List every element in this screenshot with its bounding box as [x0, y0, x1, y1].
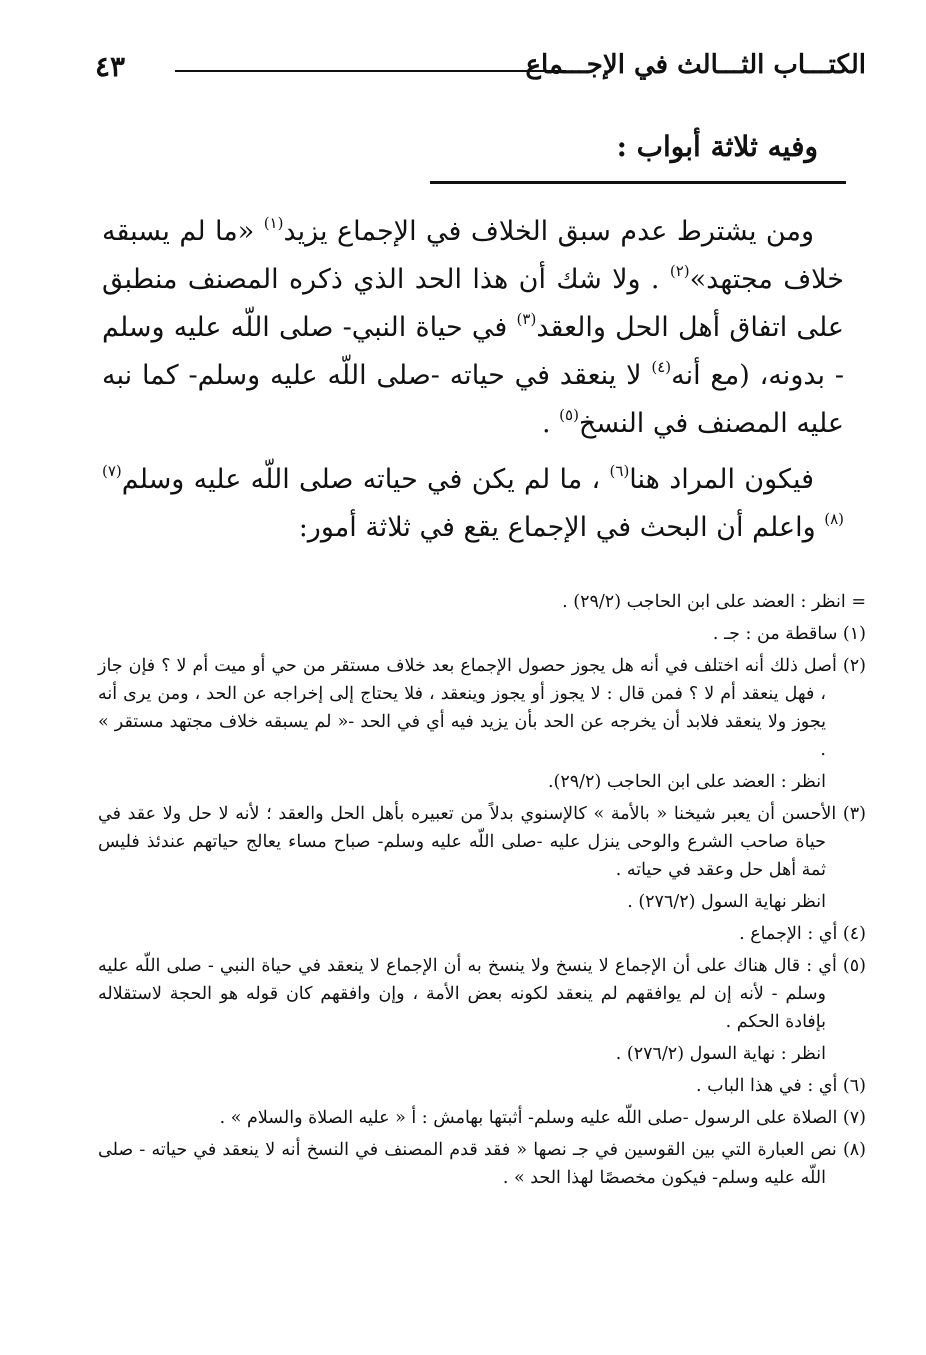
text-run: في حياة النبي- صلى اللّه عليه وسلم - بدونه، (مع أنه [102, 312, 844, 391]
footnote-marker-5[interactable]: (٥) [559, 406, 579, 424]
text-run: فيكون المراد هنا [629, 464, 814, 495]
text-run: لا ينعقد في حياته -صلى اللّه عليه وسلم- كما نبه عليه المصنف في النسخ [102, 360, 844, 439]
footnote-7: (٧) الصلاة على الرسول -صلى اللّه عليه وسلم- أثبتها بهامش : أ « عليه الصلاة والسلام » . [219, 1108, 866, 1128]
footnote-3: (٣) الأحسن أن يعبر شيخنا « بالأمة » كالإسنوي بدلاً من تعبيره بأهل الحل والعقد ؛ لأنه لا حل ولا عقد في حياة صاحب الشرع والوحى ينزل عليه -صلى اللّه عليه وسلم- صباح مساء يعالج حياتهم عندئذ فليس ثمة أهل حل وعقد في حياته . [98, 804, 866, 880]
footnote-marker-1[interactable]: (١) [263, 214, 284, 232]
page-number: ٤٣ [95, 50, 126, 83]
footnotes [98, 588, 866, 1196]
text-run: «ما لم يسبقه خلاف مجتهد» [102, 216, 844, 295]
text-run: واعلم أن البحث في الإجماع يقع في ثلاثة أمور: [298, 512, 825, 543]
footnote-marker-4[interactable]: (٤) [651, 358, 672, 376]
footnote-marker-3[interactable]: (٣) [516, 310, 537, 328]
footnote-1: (١) ساقطة من : جـ . [712, 624, 866, 644]
footnote-5-reference: انظر : نهاية السول (٢٧٦/٢) . [615, 1044, 826, 1064]
footnote-6: (٦) أي : في هذا الباب . [696, 1076, 866, 1096]
header-rule [175, 70, 566, 72]
running-title: الكتـــاب الثـــالث في الإجـــماع [525, 50, 866, 80]
footnote-4: (٤) أي : الإجماع . [739, 924, 866, 944]
footnote-3-reference: انظر نهاية السول (٢٧٦/٢) . [627, 892, 826, 912]
footnote-marker-2[interactable]: (٢) [669, 262, 690, 280]
footnote-5: (٥) أي : قال هناك على أن الإجماع لا ينسخ ولا ينسخ به أن الإجماع لا ينعقد في حياة النبي - صلى اللّه عليه وسلم - لأنه إن لم يوافقهم لم ينعقد لكونه بعض الأمة ، وإن وافقهم كان قوله هو الحجة لاستقلاله بإفادة الحكم . [98, 956, 866, 1032]
footnote-8: (٨) نص العبارة التي بين القوسين في جـ نصها « فقد قدم المصنف في النسخ أنه لا ينعقد في حياته - صلى اللّه عليه وسلم- فيكون مخصصًا لهذا الحد » . [98, 1140, 866, 1188]
footnote-marker-8[interactable]: (٨) [824, 510, 844, 528]
text-run: . [541, 408, 560, 439]
footnote-2: (٢) أصل ذلك أنه اختلف في أنه هل يجوز حصول الإجماع بعد خلاف مستقر من حي أو ميت أم لا ؟ فإن جاز ، فهل ينعقد أم لا ؟ فمن قال : لا يجوز أو يجوز وينعقد ، فلا يحتاج إلى إخراجه عن الحد ، ومن يرى أنه يجوز ولا ينعقد فلابد أن يخرجه عن الحد بأن يزيد فيه أي في الحد -« لم يسبقه خلاف مجتهد مستقر » . [98, 656, 866, 760]
chapter-heading: وفيه ثلاثة أبواب : [616, 130, 818, 163]
footnote-2-reference: انظر : العضد على ابن الحاجب (٢٩/٢). [547, 772, 826, 792]
main-text [102, 208, 844, 552]
heading-rule [430, 181, 846, 184]
body-paragraph-2 [102, 456, 844, 552]
footnote-marker-7[interactable]: (٧) [102, 462, 122, 480]
page-header [95, 48, 866, 90]
text-run: ومن يشترط عدم سبق الخلاف في الإجماع يزيد [283, 216, 814, 247]
text-run: ، ما لم يكن في حياته صلى اللّه عليه وسلم [121, 464, 610, 495]
body-paragraph-1 [102, 208, 844, 448]
text-run: . ولا شك أن هذا الحد الذي ذكره المصنف منطبق على اتفاق أهل الحل والعقد [102, 264, 844, 343]
footnote-carryover: = انظر : العضد على ابن الحاجب (٢٩/٢) . [562, 592, 866, 612]
footnote-marker-6[interactable]: (٦) [609, 462, 630, 480]
